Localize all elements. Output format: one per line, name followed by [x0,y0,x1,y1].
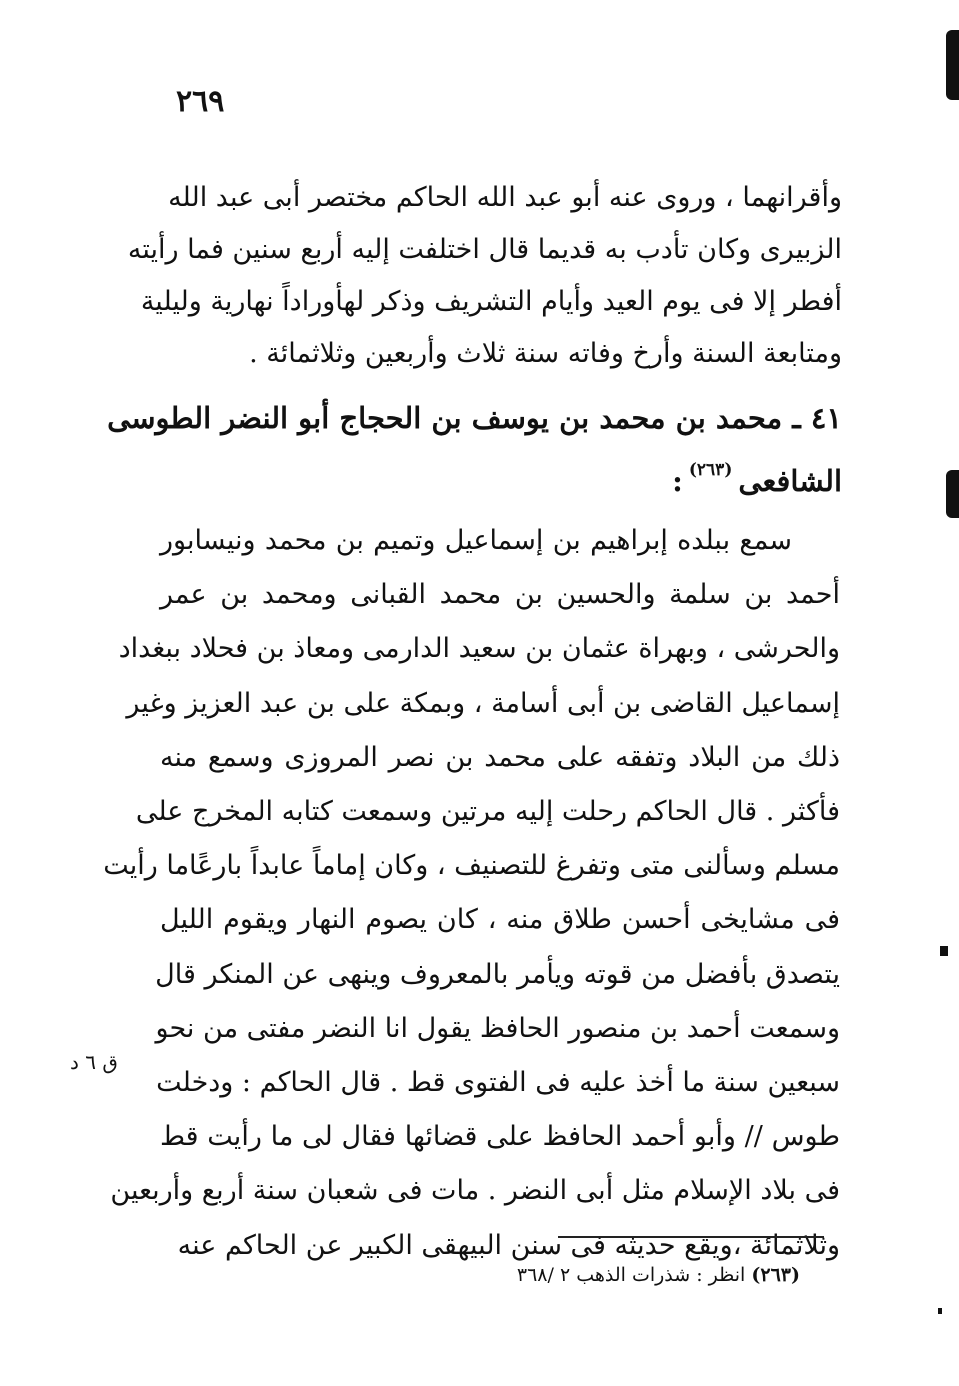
heading-line: ٤١ ـ محمد بن محمد بن يوسف بن الحجاج أبو النضر الطوسى [107,401,842,435]
scan-speck [940,946,948,956]
text-line: وثلاثمائة ،ويقع حديثه فى سنن البيهقى الكبير عن الحاكم عنه [177,1229,840,1261]
footnote-divider [558,1236,824,1238]
text-line: أحمد بن سلمة والحسين بن محمد القبانى ومحمد بن عمر [160,579,840,611]
text-line: ومتابعة السنة وأرخ وفاته سنة ثلاث وأربعين وثلاثمائة . [249,338,842,369]
text-line: فى مشايخى أحسن طلاق منه ، كان يصوم النهار ويقوم الليل [160,904,840,936]
footnote [450,1264,800,1286]
text-line: والحرشى ، وبهراة عثمان بن سعيد الدارمى ومعاذ بن فحلاد ببغداد [118,633,840,665]
entry-heading [107,392,842,507]
heading-line [182,444,842,507]
text-line: إسماعيل القاضى بن أبى أسامة ، وبمكة على بن عبد العزيز وغير [126,687,840,719]
scan-edge-mark [946,470,959,518]
paragraph-continuation [127,172,842,380]
text-line: مسلم وسألنى متى وتفرغ للتصنيف ، وكان إماماً عابداً بارعًاما رأيت [103,850,840,882]
text-line: الزبيرى وكان تأدب به قديما قال اختلفت إليه أربع سنين فما رأيته [127,234,842,265]
manuscript-margin-note: ق ٦ د [70,1050,118,1074]
text-line: فى بلاد الإسلام مثل أبى النضر . مات فى شعبان سنة أربع وأربعين [110,1175,840,1207]
page-number: ٢٦٩ [176,84,225,119]
text-line: ذلك من البلاد وتفقه على محمد بن نصر المروزى وسمع منه [160,741,840,773]
scan-speck [938,1308,942,1314]
text-line: فأكثر . قال الحاكم رحلت إليه مرتين وسمعت كتابه المخرج على [135,796,840,828]
text-line: أفطر إلا فى يوم العيد وأيام التشريف وذكر لهأوراداً نهارية وليلية [140,286,842,317]
text-line: سبعين سنة ما أخذ عليه فى الفتوى قط . قال الحاكم : ودخلت [156,1067,840,1099]
footnote-number: (٢٦٣) [751,1264,800,1286]
heading-nisba: الشافعى [738,464,842,498]
footnote-reference: (٢٦٣) [688,460,733,480]
text-line: طوس // وأبو أحمد الحافظ على قضائها فقال لى ما رأيت قط [160,1121,840,1153]
text-line: سمع ببلده إبراهيم بن إسماعيل وتميم بن محمد ونيسابور [160,525,792,556]
footnote-text: انظر : شذرات الذهب ٢ /٣٦٨ [516,1264,746,1286]
paragraph-biography [103,514,840,1273]
heading-colon: : [672,464,683,498]
text-line: وسمعت أحمد بن منصور الحافظ يقول انا النضر مفتى من نحو [155,1012,840,1044]
text-line: يتصدق بأفضل من قوته ويأمر بالمعروف وينهى عن المنكر قال [155,958,840,990]
scan-edge-mark [946,30,959,100]
text-line: وأقرانهما ، وروى عنه أبو عبد الله الحاكم مختصر أبى عبد الله [168,182,842,213]
